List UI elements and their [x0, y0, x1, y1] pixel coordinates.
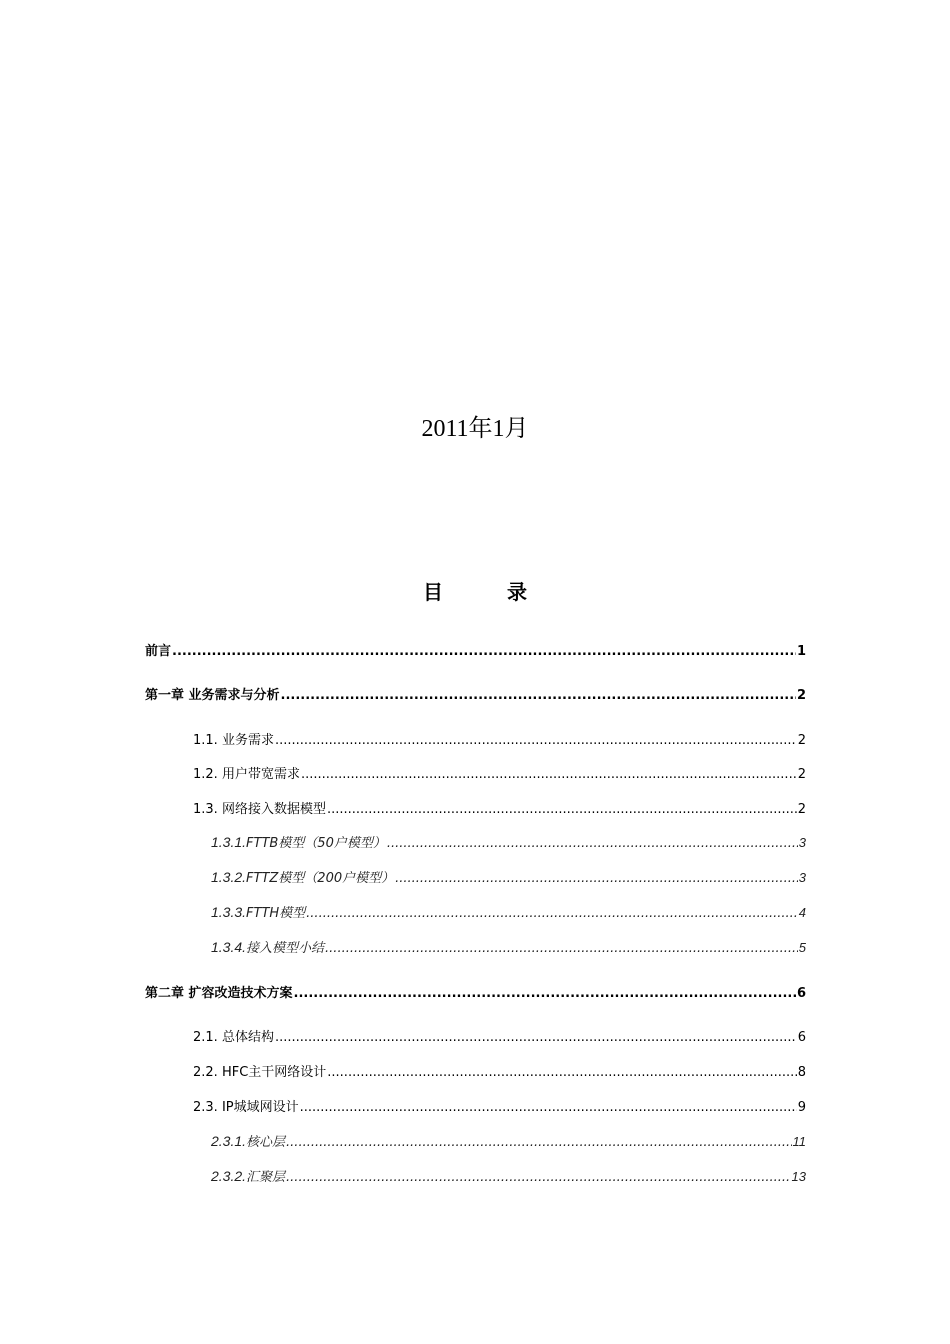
toc-entry[interactable]: [193, 1026, 806, 1045]
toc-entry-label: FTTZ模型（200户模型）: [246, 871, 395, 886]
toc-leader: [387, 836, 798, 851]
toc-entry[interactable]: [211, 867, 806, 886]
toc-entry-page: 6: [796, 986, 806, 1001]
toc-leader: [395, 871, 798, 886]
toc-entry-page: 3: [798, 870, 806, 885]
toc-entry[interactable]: [193, 798, 806, 817]
toc-entry-label: FTTH模型: [246, 906, 306, 921]
toc-entry-label: 2.2. HFC主干网络设计: [193, 1065, 327, 1080]
toc-entry-label: 2.1. 总体结构: [193, 1030, 274, 1045]
toc-leader: [286, 1170, 790, 1185]
toc-entry-number: 1.3.1.: [211, 834, 247, 850]
toc-entry-label: 第一章 业务需求与分析: [145, 688, 280, 703]
toc-entry-label: 第二章 扩容改造技术方案: [145, 986, 293, 1001]
toc-leader: [275, 1030, 797, 1045]
toc-leader: [327, 1065, 796, 1080]
toc-entry-number: 1.3.4.: [211, 939, 247, 955]
toc-leader: [172, 644, 796, 659]
toc-leader: [301, 767, 797, 782]
toc-leader: [281, 688, 796, 703]
toc-entry-page: 8: [797, 1065, 806, 1080]
toc-entry[interactable]: [145, 640, 806, 659]
toc-entry-number: 2.3.2.: [211, 1168, 247, 1184]
toc-entry-label: FTTB模型（50户模型）: [246, 836, 386, 851]
toc-entry-page: 5: [798, 940, 806, 955]
toc-entry[interactable]: [145, 982, 806, 1001]
toc-entry[interactable]: [193, 729, 806, 748]
toc-entry-label: 2.3. IP城域网设计: [193, 1100, 299, 1115]
toc-entry[interactable]: [193, 1061, 806, 1080]
toc-entry-page: 9: [797, 1100, 806, 1115]
toc-entry-number: 2.3.1.: [211, 1133, 247, 1149]
toc-entry-page: 2: [797, 767, 806, 782]
toc-entry[interactable]: [211, 832, 806, 851]
toc-entry-page: 2: [797, 802, 806, 817]
toc-entry[interactable]: [211, 902, 806, 921]
toc-entry-page: 3: [798, 835, 806, 850]
toc-entry-page: 13: [791, 1169, 806, 1184]
toc-leader: [294, 986, 796, 1001]
toc-entry-label: 汇聚层: [246, 1170, 286, 1185]
toc-entry-label: 接入模型小结: [246, 941, 325, 956]
toc-leader: [325, 941, 798, 956]
toc-entry[interactable]: [145, 684, 806, 703]
toc-entry-label: 1.1. 业务需求: [193, 733, 274, 748]
toc-leader: [286, 1135, 791, 1150]
toc-entry-page: 1: [796, 644, 806, 659]
toc-entry-page: 2: [797, 733, 806, 748]
toc-entry-label: 1.2. 用户带宽需求: [193, 767, 300, 782]
toc-entry[interactable]: [193, 1096, 806, 1115]
toc-title: 目 录: [423, 580, 549, 604]
toc-entry[interactable]: [211, 937, 806, 956]
toc-entry-number: 1.3.2.: [211, 869, 247, 885]
toc-entry-page: 11: [792, 1134, 806, 1149]
toc-leader: [327, 802, 797, 817]
toc-leader: [300, 1100, 797, 1115]
toc-entry[interactable]: [211, 1166, 806, 1185]
toc-entry-label: 前言: [145, 644, 172, 659]
toc-entry-number: 1.3.3.: [211, 904, 247, 920]
toc-entry-page: 6: [797, 1030, 806, 1045]
toc-entry-label: 1.3. 网络接入数据模型: [193, 802, 326, 817]
toc-leader: [275, 733, 797, 748]
toc-entry[interactable]: [211, 1131, 806, 1150]
toc-entry-page: 2: [796, 688, 806, 703]
toc-entry-page: 4: [798, 905, 806, 920]
toc-entry[interactable]: [193, 763, 806, 782]
toc-leader: [306, 906, 798, 921]
toc-entry-label: 核心层: [246, 1135, 286, 1150]
document-date: 2011年1月: [421, 416, 529, 442]
